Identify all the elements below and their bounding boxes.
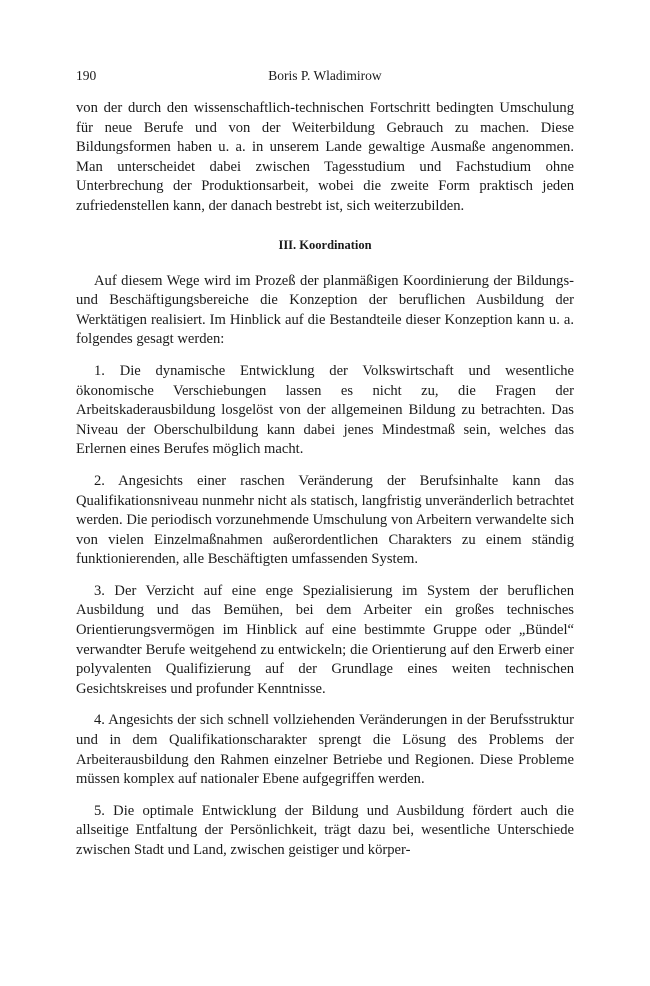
paragraph-point-4: 4. Angesichts der sich schnell vollziehenden Veränderungen in der Berufsstruktur und in dem Qualifikationscharakter sprengt die Lösung des Problems der Arbeiterausbildung den Rahmen einzelner Betriebe und Regionen. Diese Probleme müssen komplex auf nationaler Ebene aufgegriffen werden. bbox=[76, 712, 574, 788]
paragraph-point-2: 2. Angesichts einer raschen Veränderung der Berufsinhalte kann das Qualifikationsniveau nunmehr nicht als statisch, langfristig unveränderlich betrachtet werden. Die periodisch vorzunehmende Umschulung von Arbeitern verwandelte sich von vielen Einzelmaßnahmen außerordentlichen Charakters zu einem ständig funktionierenden, alle Beschäftigten umfassenden System. bbox=[76, 472, 574, 568]
page-number: 190 bbox=[76, 68, 97, 83]
paragraph-point-1: 1. Die dynamische Entwicklung der Volkswirtschaft und wesentliche ökonomische Verschiebungen lassen es nicht zu, die Fragen der Arbeitskaderausbildung losgelöst von der allgemeinen Bildung zu betrachten. Das Niveau der Oberschulbildung kann dabei jenes Mindestmaß sein, welches das Erlernen eines Berufes möglich macht. bbox=[76, 362, 574, 458]
running-head bbox=[76, 66, 574, 86]
section-heading: III. Koordination bbox=[278, 237, 372, 252]
paragraph-continuation: von der durch den wissenschaftlich-technischen Fortschritt bedingten Umschulung für neue Berufe und von der Weiterbildung Gebrauch zu machen. Diese Bildungsformen haben u. a. in unserem Lande gewaltige Ausmaße angenommen. Man unterscheidet dabei zwischen Tagesstudium und Fachstudium ohne Unterbrechung der Produktionsarbeit, wobei die zweite Form praktisch jeden zufriedenstellen kann, der danach bestrebt ist, sich weiterzubilden. bbox=[76, 100, 574, 214]
page-body bbox=[76, 99, 574, 861]
running-title-author: Boris P. Wladimirow bbox=[268, 68, 382, 83]
paragraph-point-3: 3. Der Verzicht auf eine enge Spezialisierung im System der beruflichen Ausbildung und das Bemühen, bei dem Arbeiter ein großes technisches Orientierungsvermögen im Hinblick auf eine bestimmte Gruppe oder „Bündel“ verwandter Berufe weitgehend zu entwickeln; die Orientierung auf den Erwerb einer polyvalenten Qualifizierung auf der Grundlage eines weiten technischen Gesichtskreises und profunder Kenntnisse. bbox=[76, 582, 574, 697]
paragraph-point-5: 5. Die optimale Entwicklung der Bildung und Ausbildung fördert auch die allseitige Entfaltung der Persönlichkeit, trägt dazu bei, wesentliche Unterschiede zwischen Stadt und Land, zwischen geistiger und körper- bbox=[76, 802, 574, 858]
paragraph-intro: Auf diesem Wege wird im Prozeß der planmäßigen Koordinierung der Bildungs- und Beschäftigungsbereiche die Konzeption der beruflichen Ausbildung der Werktätigen realisiert. Im Hinblick auf die Bestandteile dieser Konzeption kann u. a. folgendes gesagt werden: bbox=[76, 272, 574, 348]
